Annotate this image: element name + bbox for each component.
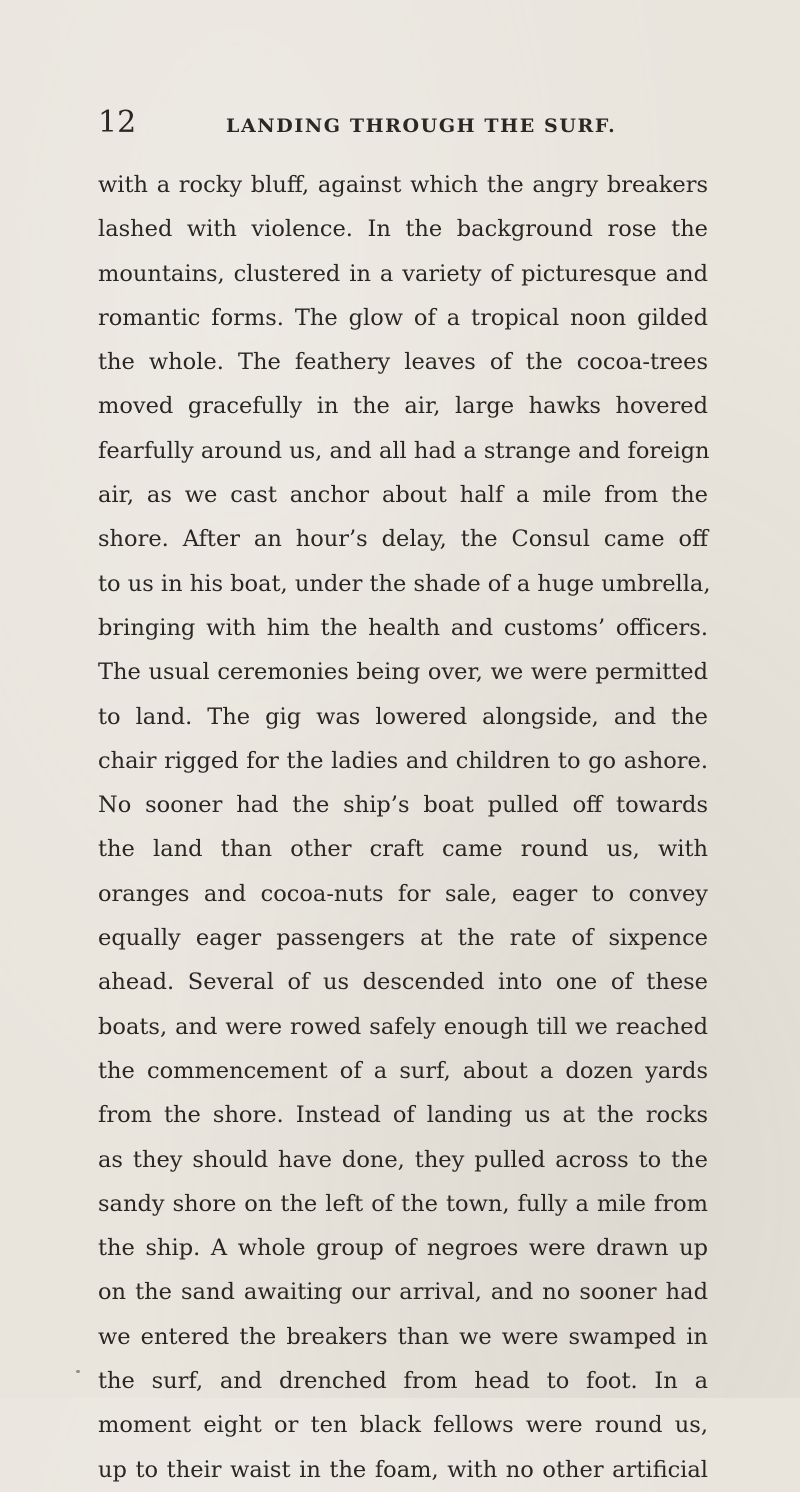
- text-line: ahead. Several of us descended into one of these: [98, 969, 708, 996]
- text-line: lashed with violence. In the background rose the: [98, 216, 708, 243]
- text-line: boats, and were rowed safely enough till we reached: [98, 1013, 708, 1040]
- text-line: up to their waist in the foam, with no other artificial: [98, 1456, 708, 1483]
- text-line: mountains, clustered in a variety of picturesque and: [98, 260, 708, 287]
- text-line: to us in his boat, under the shade of a huge umbrella,: [98, 570, 711, 597]
- text-line: chair rigged for the ladies and children to go ashore.: [98, 747, 708, 774]
- text-line: sandy shore on the left of the town, fully a mile from: [98, 1190, 708, 1217]
- text-line: moment eight or ten black fellows were round us,: [98, 1412, 708, 1439]
- text-line: to land. The gig was lowered alongside, and the: [98, 703, 708, 730]
- running-title: LANDING THROUGH THE SURF.: [226, 115, 617, 137]
- page-number: 12: [98, 105, 137, 140]
- text-line: the commencement of a surf, about a dozen yards: [98, 1057, 708, 1084]
- text-line: equally eager passengers at the rate of sixpence: [98, 925, 708, 952]
- text-line: No sooner had the ship’s boat pulled off towards: [98, 792, 708, 819]
- body-text: [98, 163, 711, 1492]
- text-line: the land than other craft came round us, with: [98, 836, 708, 863]
- page-header: [98, 103, 718, 143]
- text-line: romantic forms. The glow of a tropical noon gilded: [98, 304, 708, 331]
- text-line: shore. After an hour’s delay, the Consul came off: [98, 526, 708, 553]
- text-line: the ship. A whole group of negroes were drawn up: [98, 1235, 708, 1262]
- text-line: oranges and cocoa-nuts for sale, eager to convey: [98, 880, 708, 907]
- text-line: the surf, and drenched from head to foot. In a: [98, 1368, 708, 1395]
- text-line: on the sand awaiting our arrival, and no sooner had: [98, 1279, 708, 1306]
- paper-speck: [76, 1370, 80, 1373]
- text-line: we entered the breakers than we were swamped in: [98, 1323, 708, 1350]
- text-line: bringing with him the health and customs’ officers.: [98, 614, 708, 641]
- text-line: moved gracefully in the air, large hawks hovered: [98, 393, 708, 420]
- text-line: air, as we cast anchor about half a mile from the: [98, 482, 708, 509]
- text-line: as they should have done, they pulled across to the: [98, 1146, 708, 1173]
- text-line: The usual ceremonies being over, we were permitted: [98, 659, 708, 686]
- text-line: fearfully around us, and all had a strange and foreign: [98, 437, 710, 464]
- text-line: the whole. The feathery leaves of the cocoa-trees: [98, 349, 708, 376]
- text-line: with a rocky bluff, against which the angry breakers: [98, 172, 708, 198]
- text-line: from the shore. Instead of landing us at the rocks: [98, 1102, 708, 1129]
